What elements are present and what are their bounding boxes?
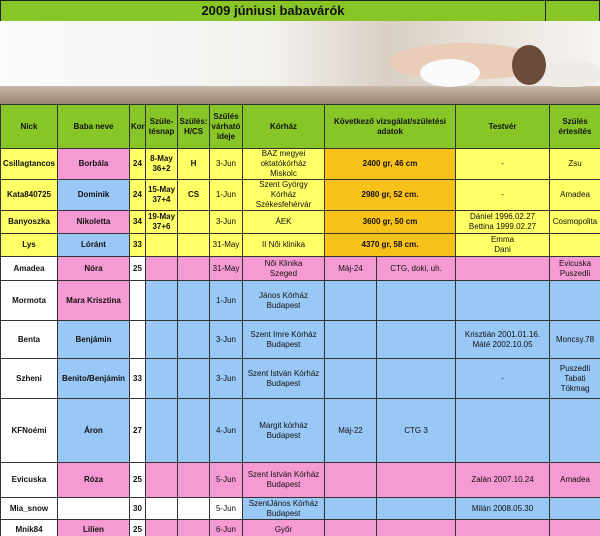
cell-notify-2: Puszedli <box>559 268 591 278</box>
cell-hospital-1: Szent György <box>259 180 308 189</box>
cell-hospital <box>243 149 325 180</box>
cell-baby: Lóránt <box>58 234 130 257</box>
cell-hospital-2: Budapest <box>266 508 301 518</box>
cell-baby: Áron <box>58 399 130 463</box>
cell-hospital-2: Budapest <box>266 378 301 388</box>
cell-nick: Csillagtancos <box>1 149 58 180</box>
cell-birth-type: H <box>178 149 210 180</box>
header-row <box>1 105 600 149</box>
cell-baby: Nikoletta <box>58 211 130 234</box>
cell-due: 31-May <box>210 257 243 281</box>
cell-age <box>130 281 146 321</box>
cell-baby: Benito/Benjámin <box>58 359 130 399</box>
cell-birthday-week: 37+6 <box>152 222 171 231</box>
col-sibling: Testvér <box>456 105 550 149</box>
cell-due: 3-Jun <box>210 149 243 180</box>
cell-birth-type <box>178 498 210 520</box>
cell-hospital-1: Szent István Kórház <box>247 368 320 378</box>
cell-notify: Amadea <box>550 463 600 498</box>
cell-next-date: Máj-24 <box>325 257 377 281</box>
cell-birthday-date: 15-May <box>147 185 176 194</box>
cell-hospital-2: oktatókórház <box>260 159 307 168</box>
cell-notify <box>550 520 600 536</box>
cell-next-date <box>325 281 377 321</box>
cell-sibling: Milán 2008.05.30 <box>456 498 550 520</box>
table-row <box>1 359 600 399</box>
cell-birthday <box>146 281 178 321</box>
col-due-date <box>210 105 243 149</box>
cell-birthday <box>146 257 178 281</box>
cell-due: 4-Jun <box>210 399 243 463</box>
cell-birth-type <box>178 234 210 257</box>
col-birthday-a: Szüle- <box>149 116 174 126</box>
cell-sibling: - <box>456 180 550 211</box>
cell-hospital-3: Székesfehérvár <box>255 200 312 209</box>
col-birth-type-b: H/CS <box>183 126 204 136</box>
cell-notify <box>550 257 600 281</box>
cell-notify <box>550 234 600 257</box>
cell-hospital <box>243 498 325 520</box>
cell-next-detail <box>377 520 456 536</box>
cell-due: 5-Jun <box>210 498 243 520</box>
cell-birthday-date: 8-May <box>150 154 173 163</box>
cell-sibling <box>456 520 550 536</box>
cell-birthday-date: 19-May <box>147 212 176 221</box>
cell-baby <box>58 498 130 520</box>
cell-hospital <box>243 321 325 359</box>
cell-birth-type: CS <box>178 180 210 211</box>
cell-sibling <box>456 257 550 281</box>
cell-due: 6-Jun <box>210 520 243 536</box>
cell-next-detail <box>377 281 456 321</box>
cell-sibling-2: Máté 2002.10.05 <box>472 339 533 349</box>
cell-birth-type <box>178 359 210 399</box>
cell-sibling: - <box>456 149 550 180</box>
cell-birthday <box>146 520 178 536</box>
cell-hospital-3: Miskolc <box>270 169 297 178</box>
cell-due: 1-Jun <box>210 180 243 211</box>
cell-hospital <box>243 399 325 463</box>
table-row <box>1 463 600 498</box>
cell-sibling-1: Emma <box>490 235 515 244</box>
cell-hospital <box>243 463 325 498</box>
title-bar-corner <box>545 1 599 21</box>
col-birthday <box>146 105 178 149</box>
cell-hospital-2: Budapest <box>266 339 301 349</box>
cell-birth-type <box>178 211 210 234</box>
cell-sibling-2: Bettina 1999.02.27 <box>468 222 537 231</box>
cell-next: 2400 gr, 46 cm <box>325 149 456 180</box>
col-birth-type <box>178 105 210 149</box>
col-nick: Nick <box>1 105 58 149</box>
cell-notify <box>550 399 600 463</box>
col-birthday-b: tésnap <box>148 126 175 136</box>
cell-nick: Mormota <box>1 281 58 321</box>
cell-sibling-1: Krisztián 2001.01.16. <box>464 329 541 339</box>
cell-hospital-1: Szent István Kórház <box>247 470 320 479</box>
table-row <box>1 321 600 359</box>
cell-next-date <box>325 520 377 536</box>
col-next-exam <box>325 105 456 149</box>
table-row <box>1 281 600 321</box>
col-baby-name: Baba neve <box>58 105 130 149</box>
col-notification <box>550 105 600 149</box>
table-row <box>1 399 600 463</box>
table-row <box>1 149 600 180</box>
title-bar <box>0 0 600 22</box>
col-notify-b: értesítés <box>558 126 592 136</box>
cell-baby: Benjámin <box>58 321 130 359</box>
cell-next-detail <box>377 463 456 498</box>
cell-notify <box>550 281 600 321</box>
table-row <box>1 234 600 257</box>
photo-figure-belly <box>420 59 480 87</box>
cell-baby: Lilien <box>58 520 130 536</box>
cell-nick: Evicuska <box>1 463 58 498</box>
cell-next-detail <box>377 498 456 520</box>
cell-sibling-1: Dániel 1996.02.27 <box>470 212 535 221</box>
cell-sibling: Zalán 2007.10.24 <box>456 463 550 498</box>
cell-baby: Borbála <box>58 149 130 180</box>
cell-birthday <box>146 399 178 463</box>
cell-notify <box>550 498 600 520</box>
cell-birthday <box>146 234 178 257</box>
col-due-b: várható <box>211 121 241 131</box>
cell-age: 25 <box>130 520 146 536</box>
cell-due: 3-Jun <box>210 359 243 399</box>
cell-birthday <box>146 498 178 520</box>
col-next-a: Következő vizsgálat/születési <box>333 116 447 126</box>
cell-birthday-week: 36+2 <box>152 164 171 173</box>
cell-next: 4370 gr, 58 cm. <box>325 234 456 257</box>
cell-hospital-2: Budapest <box>266 480 301 489</box>
cell-baby: Dominik <box>58 180 130 211</box>
cell-hospital <box>243 359 325 399</box>
cell-birthday-week: 37+4 <box>152 195 171 204</box>
cell-notify: Zsu <box>550 149 600 180</box>
cell-age <box>130 321 146 359</box>
cell-age: 33 <box>130 234 146 257</box>
col-next-b: adatok <box>377 126 403 136</box>
cell-baby: Mara Krisztina <box>58 281 130 321</box>
cell-notify: Cosmopolita <box>550 211 600 234</box>
cell-hospital <box>243 281 325 321</box>
photo-floor <box>0 86 600 104</box>
cell-hospital-1: SzentJános Kórház <box>248 498 319 508</box>
cell-birth-type <box>178 281 210 321</box>
cell-hospital <box>243 257 325 281</box>
cell-hospital <box>243 180 325 211</box>
cell-age: 24 <box>130 149 146 180</box>
photo-figure-head <box>512 45 546 85</box>
col-birth-type-a: Szülés: <box>179 116 208 126</box>
cell-hospital: II Női klinika <box>243 234 325 257</box>
cell-sibling: - <box>456 359 550 399</box>
cell-notify-1: Puszedli <box>559 363 591 373</box>
cell-nick: Mia_snow <box>1 498 58 520</box>
cell-birth-type <box>178 520 210 536</box>
cell-next-date <box>325 463 377 498</box>
cell-age: 25 <box>130 257 146 281</box>
cell-hospital-1: BAZ megyei <box>261 149 306 158</box>
cell-birthday <box>146 463 178 498</box>
col-notify-a: Szülés <box>562 116 588 126</box>
cell-due: 1-Jun <box>210 281 243 321</box>
expecting-mothers-table <box>0 104 600 536</box>
col-due-c: ideje <box>216 131 236 141</box>
cell-nick: Amadea <box>1 257 58 281</box>
cell-nick: KFNoémi <box>1 399 58 463</box>
table-row <box>1 520 600 536</box>
table-row <box>1 498 600 520</box>
cell-hospital-2: Szeged <box>269 268 298 278</box>
cell-age: 24 <box>130 180 146 211</box>
cell-hospital-1: Margit kórház <box>259 420 308 430</box>
table-row <box>1 180 600 211</box>
cell-age: 30 <box>130 498 146 520</box>
cell-baby: Róza <box>58 463 130 498</box>
page-title: 2009 júniusi babavárók <box>201 3 345 18</box>
header-banner <box>0 0 600 104</box>
cell-notify-3: Tökmag <box>560 383 590 393</box>
cell-birthday <box>146 180 178 211</box>
cell-birthday <box>146 321 178 359</box>
cell-hospital-2: Kórház <box>270 190 297 199</box>
cell-notify <box>550 359 600 399</box>
cell-birthday <box>146 149 178 180</box>
cell-hospital-2: Budapest <box>266 430 301 440</box>
cell-birth-type <box>178 463 210 498</box>
cell-sibling <box>456 281 550 321</box>
cell-notify: Amadea <box>550 180 600 211</box>
cell-due: 31-May <box>210 234 243 257</box>
cell-nick: Kata840725 <box>1 180 58 211</box>
cell-next: 2980 gr, 52 cm. <box>325 180 456 211</box>
cell-hospital-1: Női Klinika <box>264 258 303 268</box>
cell-birth-type <box>178 399 210 463</box>
cell-hospital-2: Budapest <box>266 300 301 310</box>
cell-sibling-2: Dani <box>494 245 511 254</box>
cell-next-detail: CTG, doki, uh. <box>377 257 456 281</box>
cell-next: 3600 gr, 50 cm <box>325 211 456 234</box>
cell-age: 34 <box>130 211 146 234</box>
cell-next-detail <box>377 359 456 399</box>
cell-nick: Benta <box>1 321 58 359</box>
cell-next-date <box>325 498 377 520</box>
cell-hospital: ÁEK <box>243 211 325 234</box>
cell-sibling <box>456 321 550 359</box>
cell-notify-2: Tabati <box>564 373 586 383</box>
cell-next-detail <box>377 321 456 359</box>
cell-next-date <box>325 359 377 399</box>
cell-sibling <box>456 211 550 234</box>
cell-next-date <box>325 321 377 359</box>
cell-hospital: Győr <box>243 520 325 536</box>
cell-due: 3-Jun <box>210 321 243 359</box>
cell-nick: Lys <box>1 234 58 257</box>
col-hospital: Kórház <box>243 105 325 149</box>
cell-age: 27 <box>130 399 146 463</box>
table-row <box>1 257 600 281</box>
cell-sibling <box>456 399 550 463</box>
cell-nick: Banyoszka <box>1 211 58 234</box>
cell-baby: Nóra <box>58 257 130 281</box>
cell-hospital-1: János Kórház <box>259 290 308 300</box>
cell-birth-type <box>178 321 210 359</box>
cell-nick: Szheni <box>1 359 58 399</box>
cell-due: 5-Jun <box>210 463 243 498</box>
cell-nick: Mnik84 <box>1 520 58 536</box>
pregnant-woman-photo <box>0 21 600 104</box>
cell-birthday <box>146 211 178 234</box>
cell-due: 3-Jun <box>210 211 243 234</box>
col-due-a: Szülés <box>213 111 239 121</box>
cell-sibling <box>456 234 550 257</box>
cell-birth-type <box>178 257 210 281</box>
cell-next-date: Máj-22 <box>325 399 377 463</box>
cell-next-detail: CTG 3 <box>377 399 456 463</box>
cell-notify: Moncsy.78 <box>550 321 600 359</box>
cell-age: 25 <box>130 463 146 498</box>
cell-notify-1: Evicuska <box>559 258 592 268</box>
col-age: Kor <box>130 105 146 149</box>
cell-birthday <box>146 359 178 399</box>
table-row <box>1 211 600 234</box>
cell-age: 33 <box>130 359 146 399</box>
cell-hospital-1: Szent Imre Kórház <box>250 329 317 339</box>
